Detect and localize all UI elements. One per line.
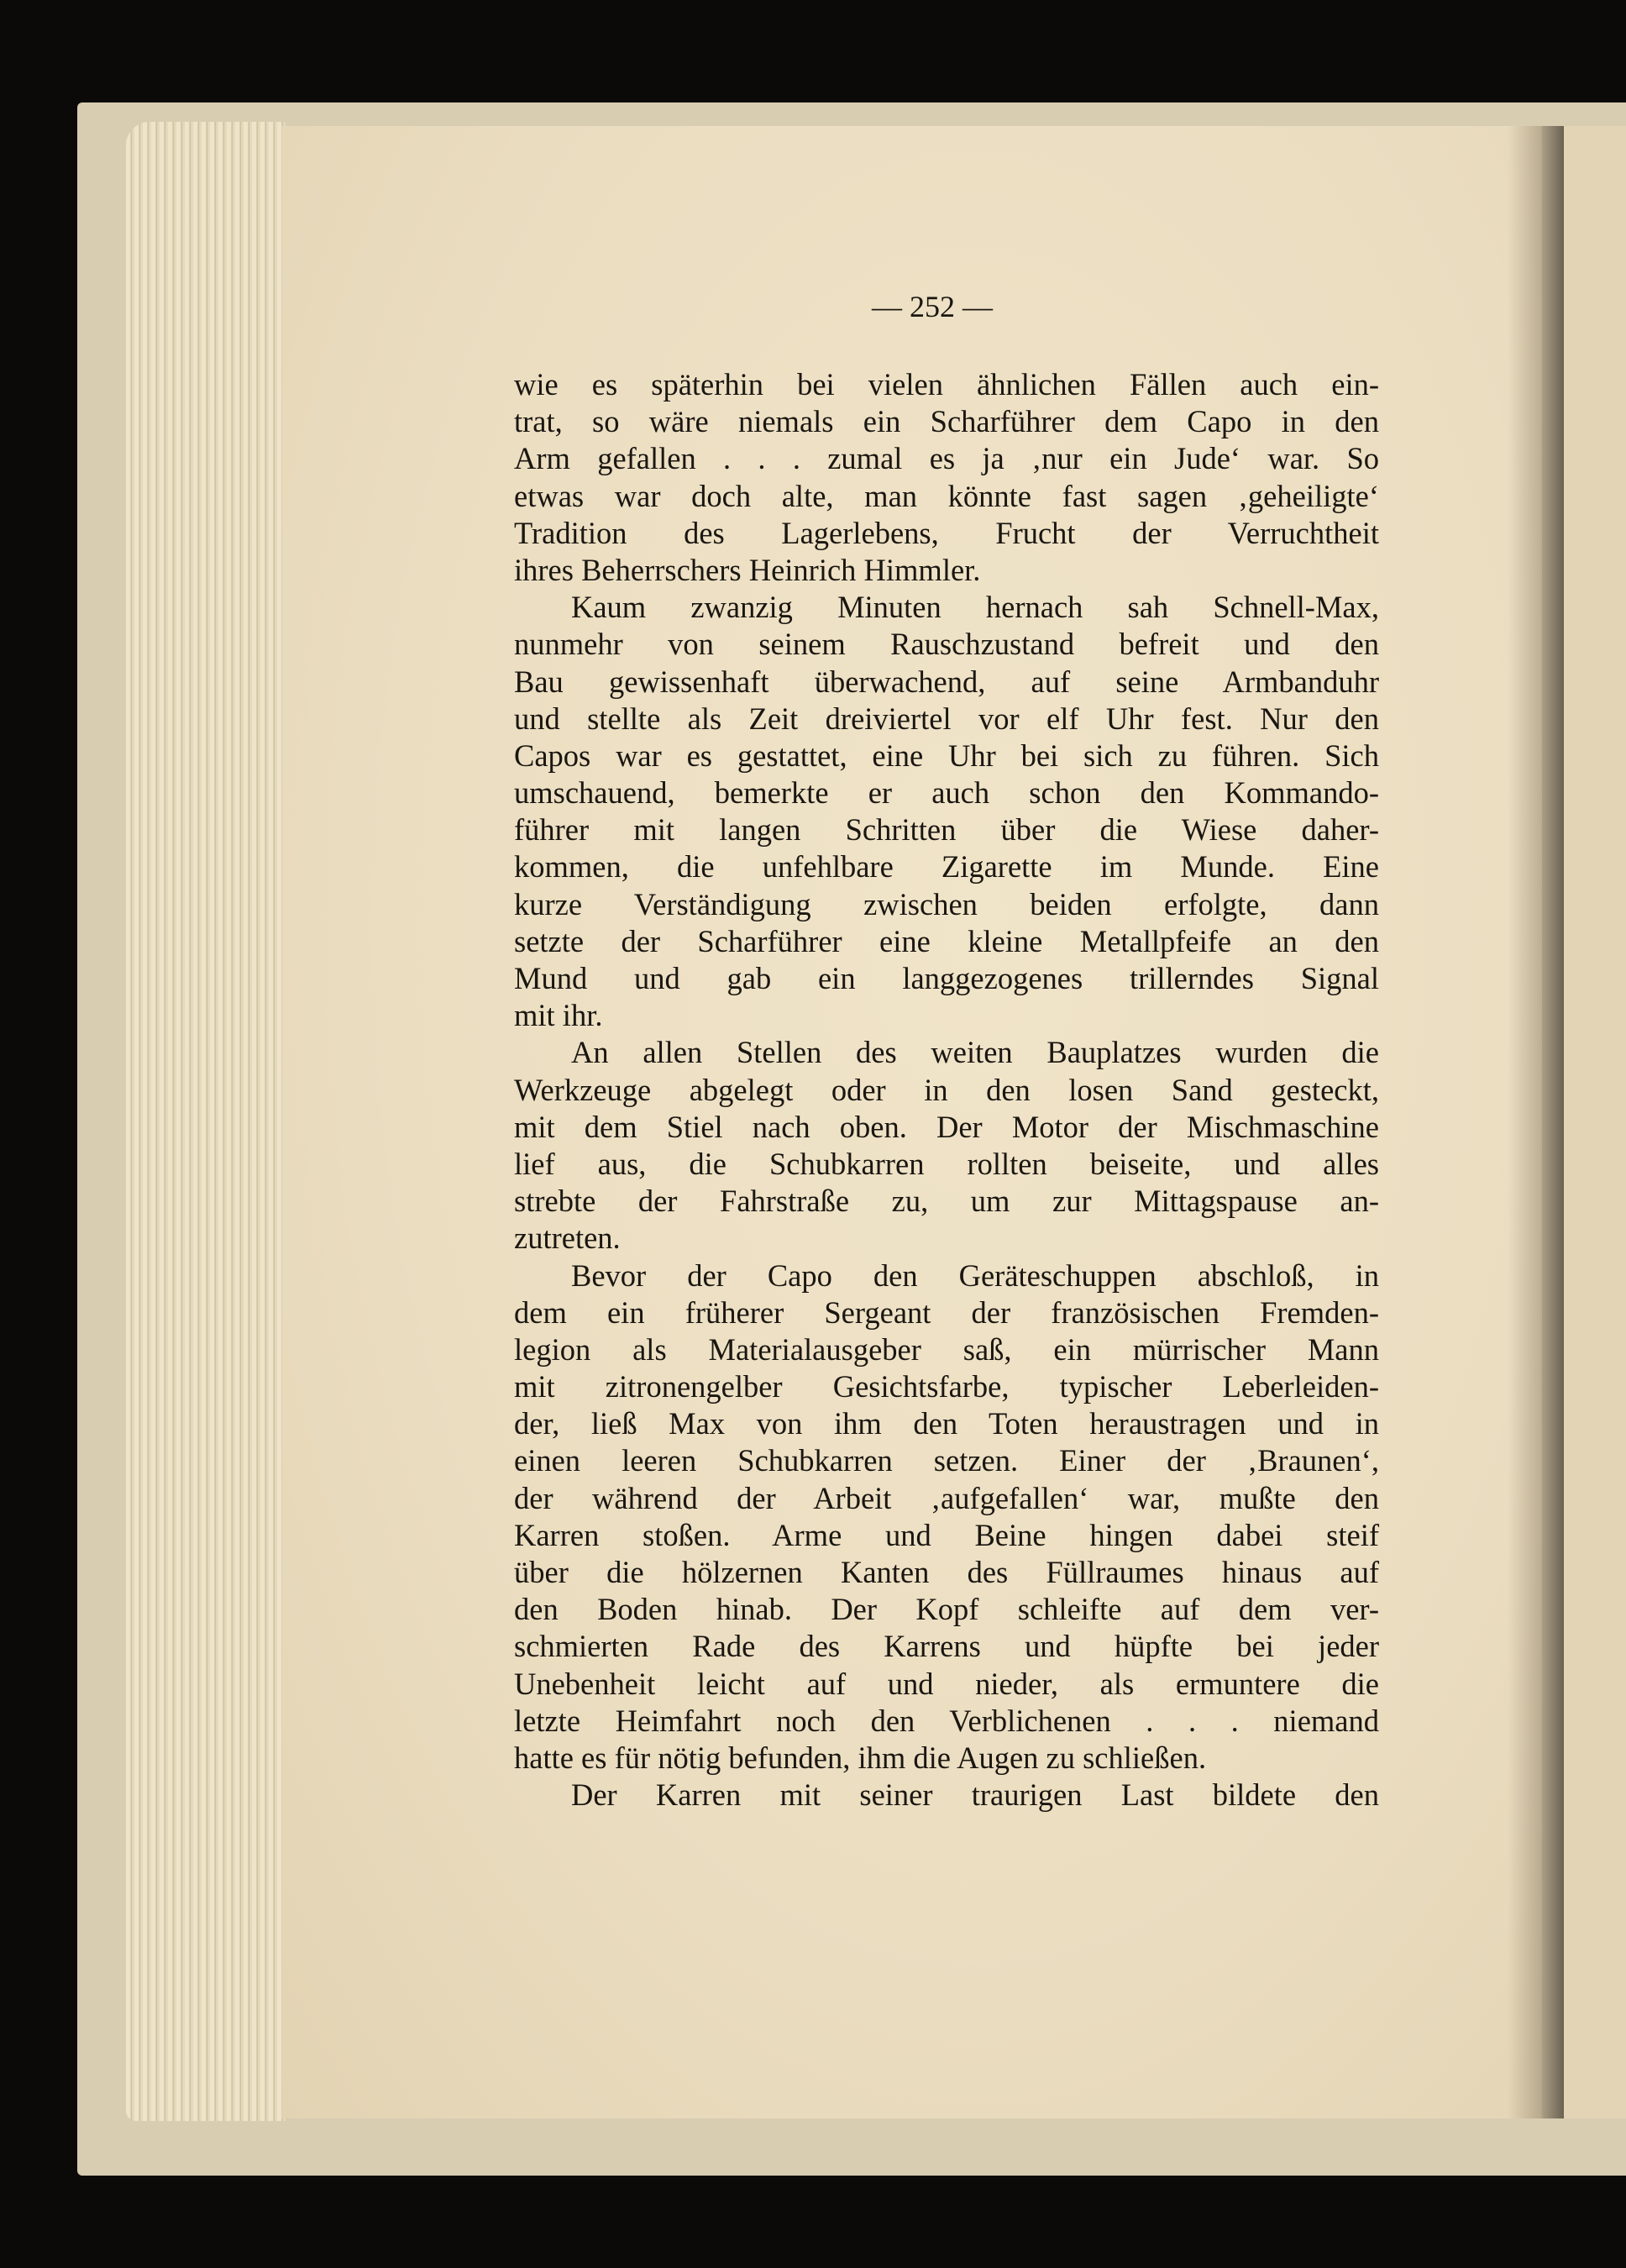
text-line: strebte der Fahrstraße zu, um zur Mittagspause an- xyxy=(514,1184,1379,1219)
text-line: und stellte als Zeit dreiviertel vor elf Uhr fest. Nur den xyxy=(514,701,1379,736)
facing-page-edge xyxy=(1564,126,1626,2118)
text-line: Tradition des Lagerlebens, Frucht der Verruchtheit xyxy=(514,515,1379,550)
text-line: Capos war es gestattet, eine Uhr bei sich zu führen. Sich xyxy=(514,738,1379,773)
body-text xyxy=(514,366,1379,1814)
text-line: setzte der Scharführer eine kleine Metallpfeife an den xyxy=(514,923,1379,958)
text-line: einen leeren Schubkarren setzen. Einer der ‚Braunen‘, xyxy=(514,1443,1379,1478)
text-line: nunmehr von seinem Rauschzustand befreit und den xyxy=(514,627,1379,662)
text-line: umschauend, bemerkte er auch schon den Kommando- xyxy=(514,775,1379,811)
text-line: mit ihr. xyxy=(514,998,603,1033)
text-line: etwas war doch alte, man könnte fast sagen ‚geheiligte‘ xyxy=(514,478,1379,513)
text-line: lief aus, die Schubkarren rollten beiseite, und alles xyxy=(514,1146,1379,1181)
text-line: letzte Heimfahrt noch den Verblichenen . . . niemand xyxy=(514,1703,1379,1738)
text-line: Kaum zwanzig Minuten hernach sah Schnell-Max, xyxy=(571,590,1379,625)
text-line: An allen Stellen des weiten Bauplatzes wurden die xyxy=(571,1035,1379,1070)
gutter-shadow xyxy=(1508,126,1566,2118)
text-line: Bevor der Capo den Geräteschuppen abschloß, in xyxy=(571,1257,1379,1293)
text-line: Bau gewissenhaft überwachend, auf seine Armbanduhr xyxy=(514,664,1379,699)
text-line: Unebenheit leicht auf und nieder, als ermuntere die xyxy=(514,1666,1379,1701)
text-line: der, ließ Max von ihm den Toten heraustragen und in xyxy=(514,1406,1379,1441)
page-number: — 252 — xyxy=(872,290,993,323)
text-line: zutreten. xyxy=(514,1221,621,1256)
text-line: legion als Materialausgeber saß, ein mürrischer Mann xyxy=(514,1331,1379,1367)
text-line: mit dem Stiel nach oben. Der Motor der Mischmaschine xyxy=(514,1109,1379,1144)
text-line: kommen, die unfehlbare Zigarette im Munde. Eine xyxy=(514,849,1379,885)
text-line: mit zitronengelber Gesichtsfarbe, typischer Leberleiden- xyxy=(514,1369,1379,1404)
text-line: Der Karren mit seiner traurigen Last bildete den xyxy=(571,1777,1379,1813)
page-edges xyxy=(126,122,286,2121)
text-line: kurze Verständigung zwischen beiden erfolgte, dann xyxy=(514,886,1379,921)
text-line: dem ein früherer Sergeant der französischen Fremden- xyxy=(514,1294,1379,1330)
text-line: ihres Beherrschers Heinrich Himmler. xyxy=(514,552,981,587)
text-line: Werkzeuge abgelegt oder in den losen Sand gesteckt, xyxy=(514,1072,1379,1107)
text-line: der während der Arbeit ‚aufgefallen‘ war, mußte den xyxy=(514,1480,1379,1515)
text-line: Mund und gab ein langgezogenes trillerndes Signal xyxy=(514,961,1379,995)
text-line: hatte es für nötig befunden, ihm die Augen zu schließen. xyxy=(514,1740,1207,1775)
text-line: schmierten Rade des Karrens und hüpfte bei jeder xyxy=(514,1629,1379,1664)
text-line: führer mit langen Schritten über die Wiese daher- xyxy=(514,812,1379,848)
text-line: wie es späterhin bei vielen ähnlichen Fällen auch ein- xyxy=(514,367,1379,402)
text-line: trat, so wäre niemals ein Scharführer dem Capo in den xyxy=(514,404,1379,439)
text-line: Arm gefallen . . . zumal es ja ‚nur ein Jude‘ war. So xyxy=(514,441,1379,476)
text-line: Karren stoßen. Arme und Beine hingen dabei steif xyxy=(514,1517,1379,1552)
text-line: über die hölzernen Kanten des Füllraumes hinaus auf xyxy=(514,1555,1379,1589)
text-line: den Boden hinab. Der Kopf schleifte auf dem ver- xyxy=(514,1592,1379,1627)
